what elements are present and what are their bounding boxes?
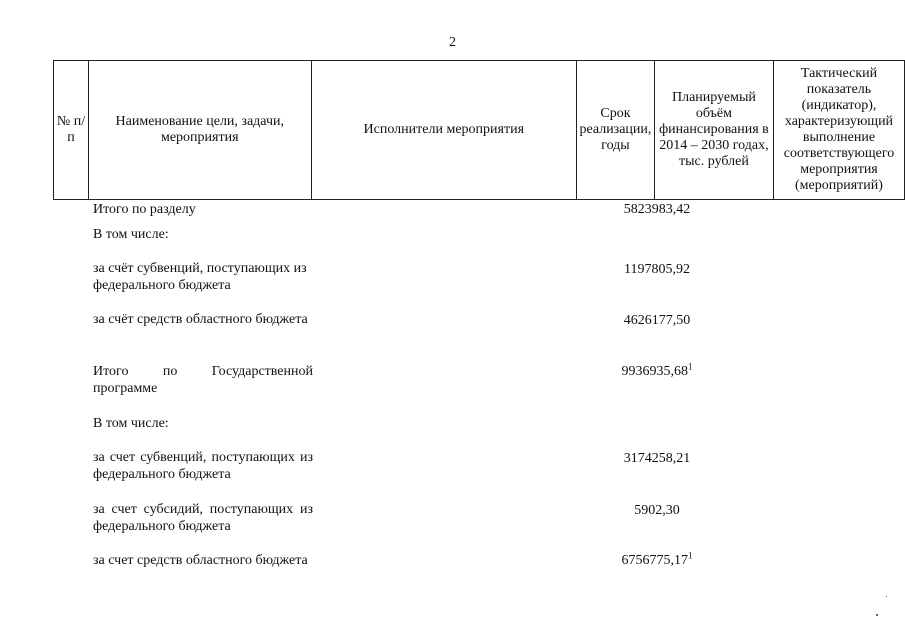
header-indicator: Тактический показатель (индикатор), характеризующий выполнение соответствующего мероприятия (мероприятий) xyxy=(773,61,904,200)
row-including-label: В том числе: xyxy=(93,227,169,242)
header-table xyxy=(53,60,905,200)
header-name: Наименование цели, задачи, мероприятия xyxy=(88,61,311,200)
row-program-subsidies-amount: 5902,30 xyxy=(634,503,680,518)
scan-speck xyxy=(876,614,878,616)
header-financing: Планируемый объём финансирования в 2014 – 2030 годах, тыс. рублей xyxy=(654,61,773,200)
footnote-mark: 1 xyxy=(688,550,693,561)
row-federal-subventions-amount: 1197805,92 xyxy=(624,262,690,277)
header-number: № п/п xyxy=(54,61,89,200)
header-row xyxy=(54,61,905,200)
scan-speck xyxy=(886,596,887,597)
row-program-regional-label: за счет средств областного бюджета xyxy=(93,553,308,568)
row-section-total-label: Итого по разделу xyxy=(93,202,196,217)
header-executors: Исполнители мероприятия xyxy=(311,61,576,200)
row-program-subventions-label: за счет субвенций, поступающих из федерального бюджета xyxy=(93,450,313,482)
row-section-total-amount: 5823983,42 xyxy=(623,202,691,217)
row-federal-subventions-label: за счёт субвенций, поступающих из федерального бюджета xyxy=(93,261,307,293)
row-program-total-amount: 9936935,68$^1$ xyxy=(621,361,693,379)
footnote-mark: 1 xyxy=(688,361,693,372)
page-number: 2 xyxy=(449,35,456,50)
row-including-label-2: В том числе: xyxy=(93,416,169,431)
row-program-total-label: Итого по Государственной программе xyxy=(93,364,313,396)
header-term: Срок реализации, годы xyxy=(576,61,654,200)
row-program-subsidies-label: за счет субсидий, поступающих из федерального бюджета xyxy=(93,502,313,534)
row-regional-budget-label: за счёт средств областного бюджета xyxy=(93,312,308,327)
row-program-regional-amount: 6756775,17$^1$ xyxy=(621,550,693,568)
row-program-subventions-amount: 3174258,21 xyxy=(623,451,691,466)
row-regional-budget-amount: 4626177,50 xyxy=(623,313,691,328)
